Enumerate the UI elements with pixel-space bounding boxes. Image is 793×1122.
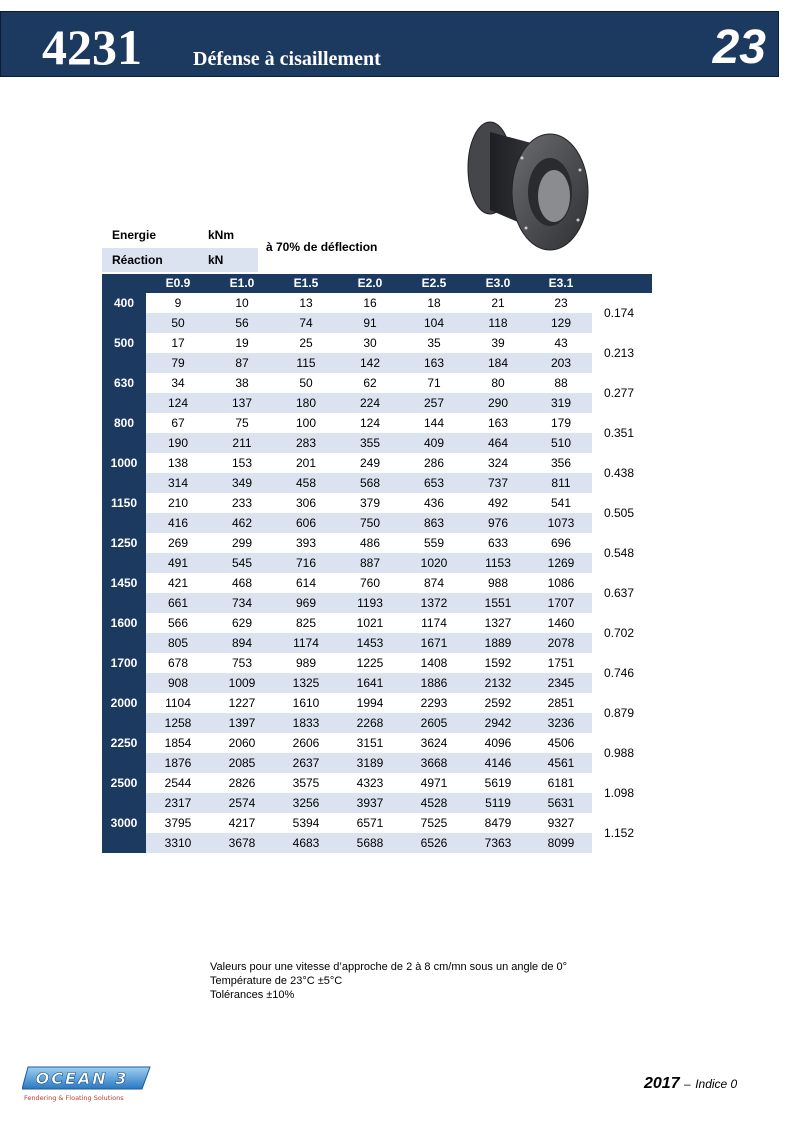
table-row-energy (102, 773, 652, 793)
energy-unit: kNm (208, 228, 235, 242)
energy-value: 210 (167, 496, 189, 510)
deflection-value: 1.152 (592, 813, 652, 853)
energy-value: 629 (231, 616, 253, 630)
energy-value: 1086 (547, 576, 575, 590)
table-row-energy (102, 453, 652, 473)
table-row-reaction (102, 513, 652, 533)
reaction-value: 203 (530, 353, 592, 373)
energy-value: 614 (295, 576, 317, 590)
energy-value: 21 (491, 296, 505, 310)
reaction-value: 409 (402, 433, 466, 453)
energy-value: 3624 (420, 736, 448, 750)
energy-value: 138 (167, 456, 189, 470)
reaction-value: 3678 (210, 833, 274, 853)
reaction-value: 211 (210, 433, 274, 453)
table-row-reaction (102, 633, 652, 653)
deflection-value: 0.438 (592, 453, 652, 493)
ocean3-logo (22, 1063, 152, 1103)
reaction-value: 190 (146, 433, 210, 453)
reaction-value: 510 (530, 433, 592, 453)
table-row-energy (102, 373, 652, 393)
energy-value: 8479 (484, 816, 512, 830)
header-corner (102, 274, 146, 293)
energy-value: 1751 (547, 656, 575, 670)
table-row-reaction (102, 313, 652, 333)
deflection-value: 0.746 (592, 653, 652, 693)
reaction-value: 290 (466, 393, 530, 413)
reaction-value: 462 (210, 513, 274, 533)
energy-value: 13 (299, 296, 313, 310)
energy-value: 88 (554, 376, 568, 390)
shear-fender-image (462, 118, 596, 252)
column-header: E1.5 (274, 274, 338, 293)
energy-value: 2826 (228, 776, 256, 790)
energy-value: 100 (295, 416, 317, 430)
energy-value: 17 (171, 336, 185, 350)
energy-value: 989 (295, 656, 317, 670)
energy-value: 179 (550, 416, 572, 430)
reaction-value: 2085 (210, 753, 274, 773)
reaction-value: 104 (402, 313, 466, 333)
energy-value: 10 (235, 296, 249, 310)
column-header: E3.0 (466, 274, 530, 293)
energy-value: 1021 (356, 616, 384, 630)
table-row-energy (102, 333, 652, 353)
energy-value: 299 (231, 536, 253, 550)
fender-size: 1700 (102, 653, 146, 693)
reaction-value: 1551 (466, 593, 530, 613)
reaction-value: 3189 (338, 753, 402, 773)
energy-value: 4096 (484, 736, 512, 750)
reaction-value: 2574 (210, 793, 274, 813)
reaction-value: 314 (146, 473, 210, 493)
energy-value: 541 (550, 496, 572, 510)
reaction-value: 1174 (274, 633, 338, 653)
reaction-value: 3256 (274, 793, 338, 813)
reaction-value: 184 (466, 353, 530, 373)
energy-value: 43 (554, 336, 568, 350)
product-number: 4231 (42, 19, 142, 75)
note-line: Température de 23°C ±5°C (210, 975, 343, 987)
table-row-reaction (102, 473, 652, 493)
reaction-value: 3310 (146, 833, 210, 853)
reaction-value: 118 (466, 313, 530, 333)
reaction-value: 458 (274, 473, 338, 493)
reaction-value: 1671 (402, 633, 466, 653)
reaction-value: 1153 (466, 553, 530, 573)
energy-value: 379 (359, 496, 381, 510)
deflection-value: 0.351 (592, 413, 652, 453)
energy-value: 3151 (356, 736, 384, 750)
fender-size: 630 (102, 373, 146, 413)
reaction-value: 716 (274, 553, 338, 573)
reaction-value: 1325 (274, 673, 338, 693)
energy-value: 3575 (292, 776, 320, 790)
reaction-value: 3236 (530, 713, 592, 733)
energy-value: 153 (231, 456, 253, 470)
energy-value: 9327 (547, 816, 575, 830)
energy-value: 249 (359, 456, 381, 470)
energy-value: 874 (423, 576, 445, 590)
reaction-value: 319 (530, 393, 592, 413)
fender-size: 1250 (102, 533, 146, 573)
deflection-value: 0.505 (592, 493, 652, 533)
test-conditions (210, 960, 567, 1002)
reaction-value: 805 (146, 633, 210, 653)
table-row-reaction (102, 833, 652, 853)
energy-value: 124 (359, 416, 381, 430)
reaction-value: 180 (274, 393, 338, 413)
table-row-energy (102, 573, 652, 593)
column-header: E3.1 (530, 274, 592, 293)
deflection-note: à 70% de déflection (266, 240, 378, 254)
table-row-reaction (102, 353, 652, 373)
reaction-value: 5119 (466, 793, 530, 813)
energy-value: 356 (550, 456, 572, 470)
energy-value: 269 (167, 536, 189, 550)
energy-value: 4323 (356, 776, 384, 790)
reaction-value: 91 (338, 313, 402, 333)
fender-size: 400 (102, 293, 146, 333)
reaction-value: 56 (210, 313, 274, 333)
table-row-energy (102, 413, 652, 433)
reaction-value: 283 (274, 433, 338, 453)
reaction-value: 8099 (530, 833, 592, 853)
reaction-value: 3668 (402, 753, 466, 773)
energy-value: 80 (491, 376, 505, 390)
page-header (0, 11, 779, 77)
table-body (102, 293, 652, 853)
reaction-value: 4683 (274, 833, 338, 853)
column-header: E2.5 (402, 274, 466, 293)
reaction-value: 491 (146, 553, 210, 573)
energy-value: 286 (423, 456, 445, 470)
reaction-value: 976 (466, 513, 530, 533)
fender-size: 1450 (102, 573, 146, 613)
reaction-value: 2637 (274, 753, 338, 773)
energy-value: 50 (299, 376, 313, 390)
performance-table (102, 274, 652, 853)
reaction-value: 7363 (466, 833, 530, 853)
column-header: E2.0 (338, 274, 402, 293)
page-footer (644, 1075, 737, 1093)
reaction-value: 137 (210, 393, 274, 413)
energy-value: 436 (423, 496, 445, 510)
logo-tagline: Fendering & Floating Solutions (24, 1094, 124, 1102)
reaction-value: 4561 (530, 753, 592, 773)
table-row-reaction (102, 593, 652, 613)
reaction-value: 257 (402, 393, 466, 413)
reaction-value: 1641 (338, 673, 402, 693)
reaction-value: 863 (402, 513, 466, 533)
energy-value: 760 (359, 576, 381, 590)
reaction-value: 1193 (338, 593, 402, 613)
energy-value: 6181 (547, 776, 575, 790)
reaction-value: 6526 (402, 833, 466, 853)
energy-value: 306 (295, 496, 317, 510)
energy-value: 30 (363, 336, 377, 350)
energy-value: 468 (231, 576, 253, 590)
reaction-value: 1889 (466, 633, 530, 653)
table-header-row (102, 274, 652, 293)
energy-value: 1610 (292, 696, 320, 710)
reaction-value: 4528 (402, 793, 466, 813)
energy-value: 19 (235, 336, 249, 350)
reaction-value: 2345 (530, 673, 592, 693)
reaction-value: 224 (338, 393, 402, 413)
reaction-value: 661 (146, 593, 210, 613)
energy-value: 1104 (165, 696, 191, 710)
energy-value: 3795 (164, 816, 192, 830)
energy-value: 144 (423, 416, 445, 430)
reaction-value: 887 (338, 553, 402, 573)
reaction-value: 5688 (338, 833, 402, 853)
energy-value: 324 (487, 456, 509, 470)
reaction-value: 737 (466, 473, 530, 493)
energy-value: 67 (171, 416, 185, 430)
table-row-energy (102, 533, 652, 553)
reaction-value: 894 (210, 633, 274, 653)
energy-value: 2606 (292, 736, 320, 750)
energy-value: 18 (427, 296, 441, 310)
energy-value: 62 (363, 376, 377, 390)
reaction-value: 163 (402, 353, 466, 373)
reaction-value: 2942 (466, 713, 530, 733)
reaction-value: 3937 (338, 793, 402, 813)
page-title: Défense à cisaillement (193, 48, 381, 70)
energy-value: 559 (423, 536, 445, 550)
table-row-reaction (102, 673, 652, 693)
deflection-value: 0.702 (592, 613, 652, 653)
energy-value: 6571 (356, 816, 384, 830)
energy-value: 1327 (484, 616, 512, 630)
table-row-energy (102, 293, 652, 313)
fender-size: 1600 (102, 613, 146, 653)
reaction-value: 74 (274, 313, 338, 333)
energy-value: 71 (427, 376, 441, 390)
energy-value: 5619 (484, 776, 512, 790)
reaction-value: 355 (338, 433, 402, 453)
energy-value: 23 (554, 296, 568, 310)
energy-value: 1174 (421, 616, 447, 630)
reaction-value: 129 (530, 313, 592, 333)
energy-value: 1225 (356, 656, 384, 670)
table-row-energy (102, 693, 652, 713)
energy-value: 233 (231, 496, 253, 510)
fender-size: 3000 (102, 813, 146, 853)
reaction-value: 87 (210, 353, 274, 373)
energy-value: 1227 (228, 696, 256, 710)
energy-value: 1408 (420, 656, 448, 670)
energy-value: 2293 (420, 696, 448, 710)
reaction-unit: kN (198, 248, 258, 272)
reaction-value: 1020 (402, 553, 466, 573)
reaction-value: 750 (338, 513, 402, 533)
reaction-value: 1397 (210, 713, 274, 733)
table-row-energy (102, 813, 652, 833)
reaction-value: 568 (338, 473, 402, 493)
reaction-value: 5631 (530, 793, 592, 813)
reaction-value: 142 (338, 353, 402, 373)
reaction-value: 545 (210, 553, 274, 573)
table-row-reaction (102, 713, 652, 733)
deflection-value: 1.098 (592, 773, 652, 813)
deflection-value: 0.174 (592, 293, 652, 333)
reaction-value: 124 (146, 393, 210, 413)
fender-size: 2000 (102, 693, 146, 733)
reaction-value: 4146 (466, 753, 530, 773)
footer-year: 2017 (644, 1075, 680, 1092)
table-row-reaction (102, 393, 652, 413)
energy-value: 4971 (420, 776, 448, 790)
reaction-value: 1269 (530, 553, 592, 573)
reaction-value: 1009 (210, 673, 274, 693)
deflection-value: 0.548 (592, 533, 652, 573)
reaction-value: 606 (274, 513, 338, 533)
energy-value: 5394 (292, 816, 320, 830)
energy-value: 1994 (356, 696, 384, 710)
table-row-reaction (102, 793, 652, 813)
fender-size: 2500 (102, 773, 146, 813)
energy-value: 2851 (547, 696, 575, 710)
reaction-value: 464 (466, 433, 530, 453)
energy-value: 1592 (484, 656, 512, 670)
reaction-value: 79 (146, 353, 210, 373)
reaction-value: 811 (530, 473, 592, 493)
energy-value: 4506 (547, 736, 575, 750)
table-row-reaction (102, 433, 652, 453)
fender-size: 1150 (102, 493, 146, 533)
energy-value: 678 (167, 656, 189, 670)
energy-value: 75 (235, 416, 249, 430)
reaction-value: 2317 (146, 793, 210, 813)
fender-size: 800 (102, 413, 146, 453)
energy-value: 1460 (547, 616, 575, 630)
energy-value: 4217 (228, 816, 256, 830)
reaction-value: 2605 (402, 713, 466, 733)
energy-value: 633 (487, 536, 509, 550)
column-header: E0.9 (146, 274, 210, 293)
reaction-value: 115 (274, 353, 338, 373)
reaction-value: 734 (210, 593, 274, 613)
energy-value: 2060 (228, 736, 256, 750)
energy-value: 2592 (484, 696, 512, 710)
table-row-energy (102, 493, 652, 513)
energy-value: 393 (295, 536, 317, 550)
table-row-energy (102, 653, 652, 673)
deflection-value: 0.879 (592, 693, 652, 733)
reaction-value: 969 (274, 593, 338, 613)
logo-wordmark: OCEAN 3 (35, 1069, 129, 1088)
table-row-reaction (102, 553, 652, 573)
energy-value: 825 (295, 616, 317, 630)
reaction-value: 1833 (274, 713, 338, 733)
reaction-value: 1073 (530, 513, 592, 533)
reaction-value: 1453 (338, 633, 402, 653)
reaction-value: 1372 (402, 593, 466, 613)
energy-value: 34 (171, 376, 185, 390)
energy-value: 988 (487, 576, 509, 590)
reaction-value: 1707 (530, 593, 592, 613)
energy-value: 16 (363, 296, 377, 310)
energy-value: 201 (295, 456, 317, 470)
fender-size: 2250 (102, 733, 146, 773)
energy-value: 7525 (420, 816, 448, 830)
energy-value: 9 (174, 296, 182, 310)
deflection-value: 0.213 (592, 333, 652, 373)
note-line: Tolérances ±10% (210, 989, 295, 1001)
reaction-label: Réaction (102, 248, 200, 272)
energy-value: 492 (487, 496, 509, 510)
reaction-value: 2268 (338, 713, 402, 733)
energy-value: 38 (235, 376, 249, 390)
energy-value: 1854 (164, 736, 192, 750)
deflection-value: 0.277 (592, 373, 652, 413)
reaction-value: 416 (146, 513, 210, 533)
fender-size: 1000 (102, 453, 146, 493)
note-line: Valeurs pour une vitesse d’approche de 2 à 8 cm/mn sous un angle de 0° (210, 961, 568, 973)
reaction-value: 2132 (466, 673, 530, 693)
table-row-energy (102, 733, 652, 753)
energy-label: Energie (112, 228, 157, 242)
reaction-value: 50 (146, 313, 210, 333)
reaction-value: 2078 (530, 633, 592, 653)
energy-value: 696 (550, 536, 572, 550)
reaction-value: 1886 (402, 673, 466, 693)
energy-value: 421 (167, 576, 189, 590)
reaction-value: 1876 (146, 753, 210, 773)
energy-value: 2544 (164, 776, 192, 790)
footer-index: Indice 0 (695, 1077, 738, 1091)
table-row-energy (102, 613, 652, 633)
deflection-value: 0.637 (592, 573, 652, 613)
energy-value: 753 (231, 656, 253, 670)
table-row-reaction (102, 753, 652, 773)
energy-value: 486 (359, 536, 381, 550)
energy-value: 163 (487, 416, 509, 430)
reaction-value: 1258 (146, 713, 210, 733)
page-number: 23 (712, 21, 766, 74)
fender-size: 500 (102, 333, 146, 373)
energy-value: 39 (491, 336, 505, 350)
header-deflection (592, 274, 652, 293)
reaction-value: 653 (402, 473, 466, 493)
footer-separator: – (684, 1077, 691, 1091)
reaction-value: 908 (146, 673, 210, 693)
energy-value: 25 (299, 336, 313, 350)
column-header: E1.0 (210, 274, 274, 293)
energy-value: 566 (167, 616, 189, 630)
deflection-value: 0.988 (592, 733, 652, 773)
energy-value: 35 (427, 336, 441, 350)
reaction-value: 349 (210, 473, 274, 493)
